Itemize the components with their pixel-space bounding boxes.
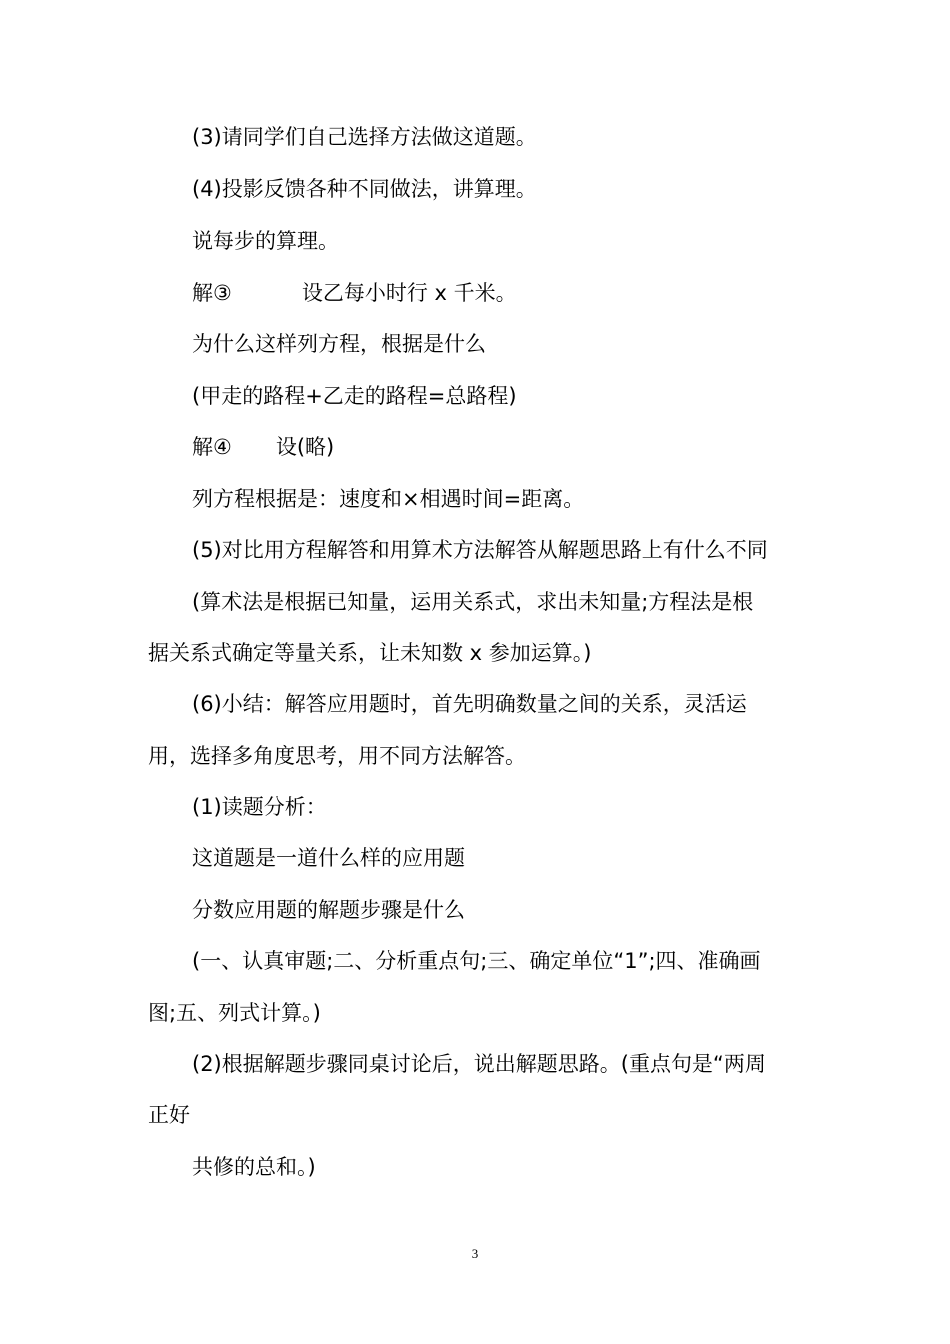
text-line-1: (3)请同学们自己选择方法做这道题。 [192,125,537,149]
text-line-10: (算术法是根据已知量，运用关系式，求出未知量;方程法是根 [192,590,754,614]
text-line-11: 据关系式确定等量关系，让未知数 x 参加运算。) [148,641,592,665]
text-line-8: 列方程根据是：速度和×相遇时间=距离。 [192,487,585,511]
text-line-2: (4)投影反馈各种不同做法，讲算理。 [192,177,537,201]
text-line-12: (6)小结：解答应用题时，首先明确数量之间的关系，灵活运 [192,692,747,716]
text-line-16: 分数应用题的解题步骤是什么 [192,898,465,922]
text-line-19: (2)根据解题步骤同桌讨论后，说出解题思路。(重点句是“两周 [192,1052,766,1076]
page-number: 3 [471,1246,479,1261]
text-line-5: 为什么这样列方程，根据是什么 [192,332,486,356]
text-line-13: 用，选择多角度思考，用不同方法解答。 [148,744,526,768]
text-line-18: 图;五、列式计算。) [148,1001,321,1025]
solution-4-text: 设(略) [275,435,335,459]
text-line-17: (一、认真审题;二、分析重点句;三、确定单位“1”;四、准确画 [192,949,761,973]
text-line-3: 说每步的算理。 [192,229,339,253]
text-line-15: 这道题是一道什么样的应用题 [192,846,465,870]
text-line-9: (5)对比用方程解答和用算术方法解答从解题思路上有什么不同 [192,538,768,562]
solution-4-label: 解④ [192,435,232,459]
solution-3-text: 设乙每小时行 x 千米。 [301,281,517,305]
text-line-14: (1)读题分析： [192,795,327,819]
text-line-4 [192,278,517,308]
solution-3-label: 解③ [192,281,232,305]
text-line-21: 共修的总和。) [192,1155,316,1179]
text-line-7 [192,432,334,462]
text-line-20: 正好 [148,1103,190,1127]
text-line-6: (甲走的路程+乙走的路程=总路程) [192,384,517,408]
